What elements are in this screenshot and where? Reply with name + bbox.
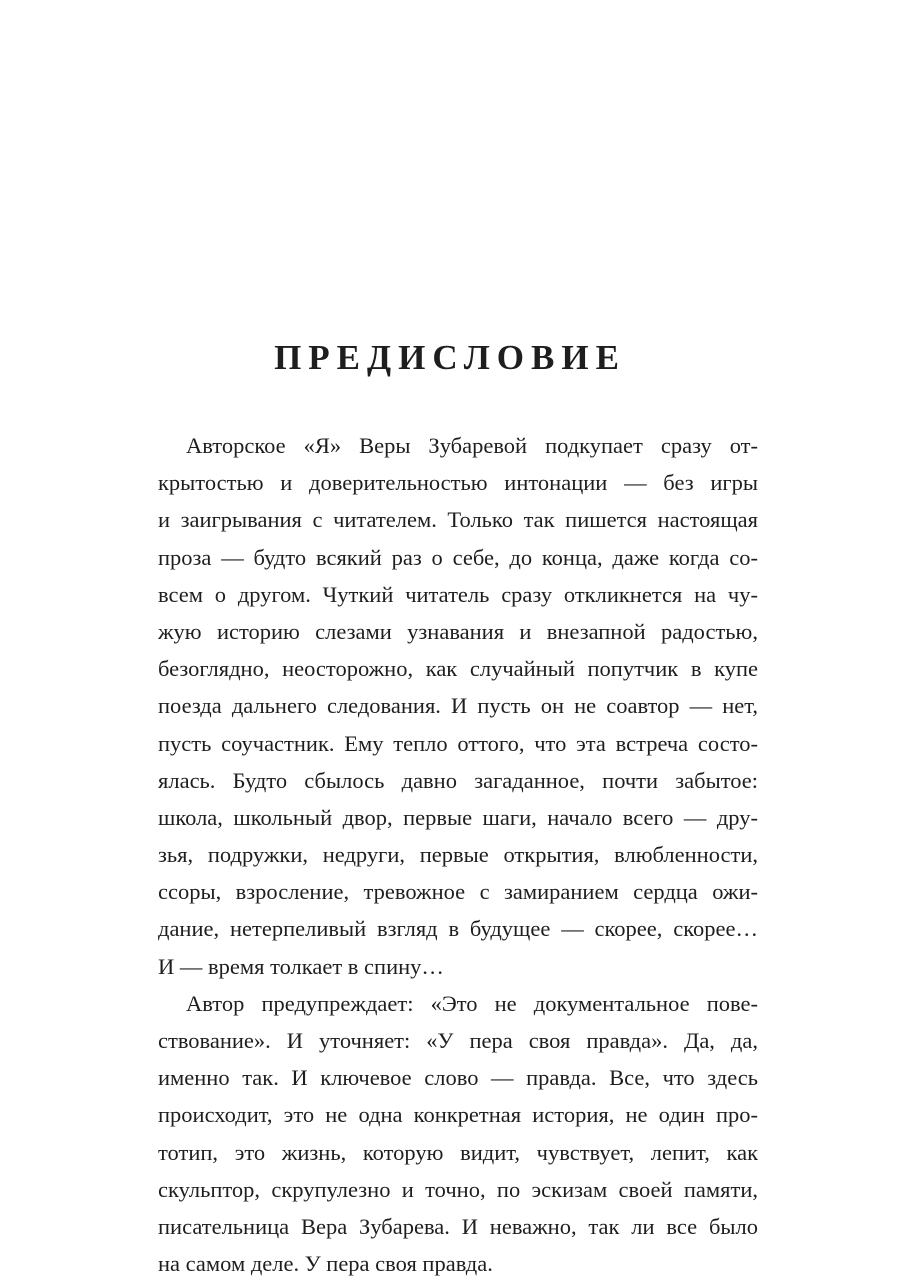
text-line: Авторское «Я» Веры Зубаревой подкупает сразу от-: [186, 433, 758, 458]
text-line: ялась. Будто сбылось давно загаданное, почти забытое:: [158, 767, 758, 793]
text-line: крытостью и доверительностью интонации — без игры: [158, 470, 758, 496]
text-line: тотип, это жизнь, которую видит, чувствует, лепит, как: [158, 1139, 758, 1165]
text-line: жую историю слезами узнавания и внезапной радостью,: [158, 618, 758, 644]
paragraph-1: [158, 427, 758, 985]
text-line: ствование». И уточняет: «У пера своя правда». Да, да,: [158, 1028, 758, 1053]
text-line: проза — будто всякий раз о себе, до конца, даже когда со-: [158, 544, 758, 570]
text-line: пусть соучастник. Ему тепло оттого, что эта встреча состо-: [158, 730, 758, 756]
text-line: безоглядно, неосторожно, как случайный попутчик в купе: [158, 656, 758, 682]
text-line: Автор предупреждает: «Это не документальное пове-: [186, 990, 758, 1016]
text-line: зья, подружки, недруги, первые открытия, влюбленности,: [158, 842, 758, 868]
paragraph-2: [158, 985, 758, 1282]
text-line: и заигрывания с читателем. Только так пишется настоящая: [158, 507, 758, 533]
text-line: происходит, это не одна конкретная история, не один про-: [158, 1102, 758, 1128]
text-line: именно так. И ключевое слово — правда. Все, что здесь: [158, 1065, 758, 1091]
text-line: на самом деле. У пера своя правда.: [158, 1251, 493, 1277]
text-line: школа, школьный двор, первые шаги, начало всего — дру-: [158, 804, 758, 830]
page-title: ПРЕДИСЛОВИЕ: [274, 338, 626, 377]
text-line: дание, нетерпеливый взгляд в будущее — скорее, скорее…: [158, 916, 758, 942]
preface-body: [158, 427, 758, 1282]
text-line: скульптор, скрупулезно и точно, по эскизам своей памяти,: [158, 1176, 758, 1202]
text-line: писательница Вера Зубарева. И неважно, так ли все было: [158, 1213, 758, 1239]
text-line: поезда дальнего следования. И пусть он не соавтор — нет,: [158, 693, 758, 719]
text-line: всем о другом. Чуткий читатель сразу откликнется на чу-: [158, 581, 758, 607]
text-line: И — время толкает в спину…: [158, 953, 444, 979]
text-line: ссоры, взросление, тревожное с замиранием сердца ожи-: [158, 879, 758, 905]
